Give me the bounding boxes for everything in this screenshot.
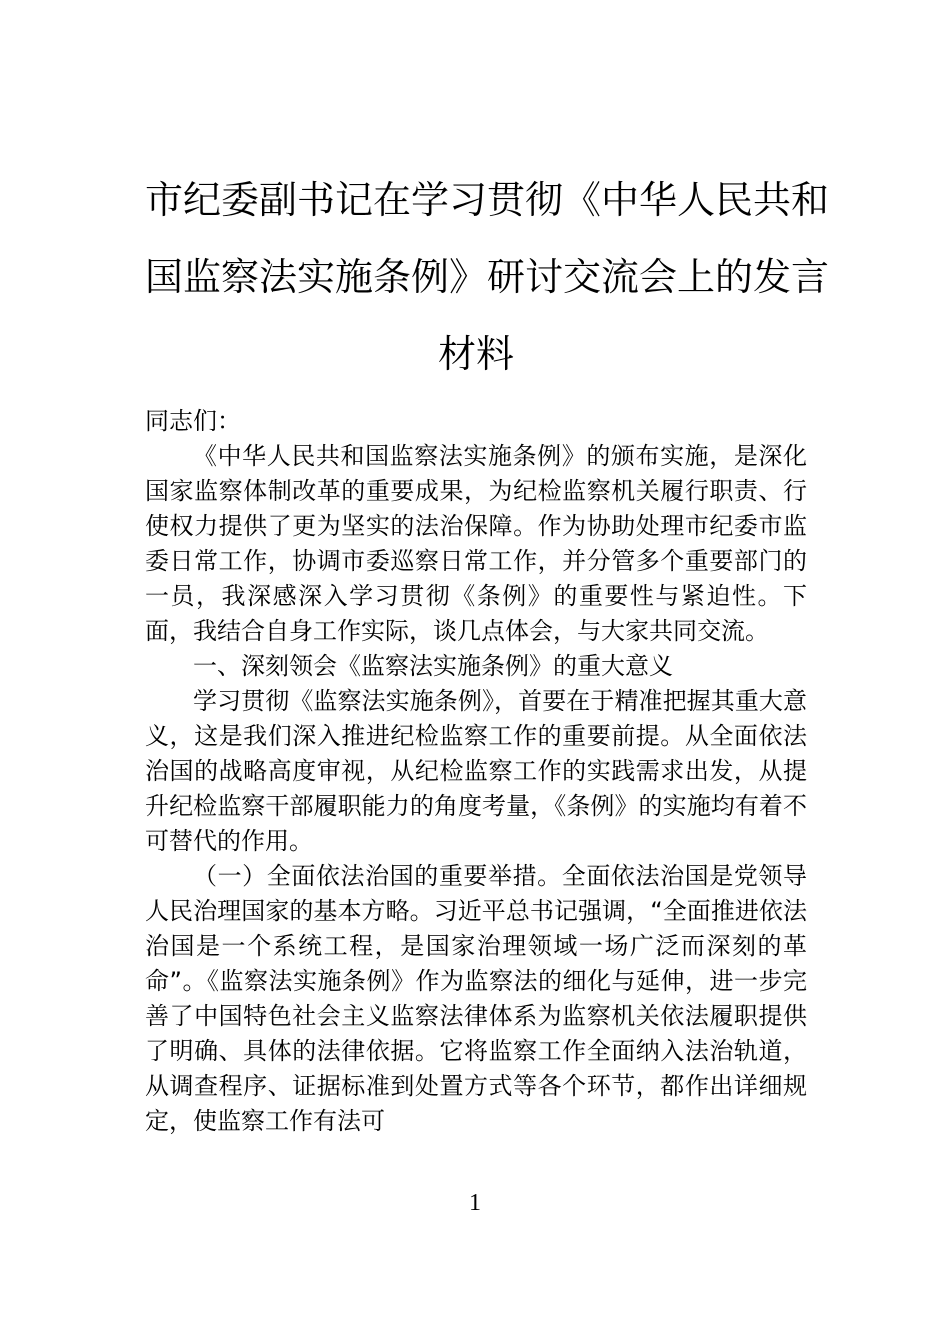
document-title (145, 162, 830, 393)
paragraph-significance: 学习贯彻《监察法实施条例》，首要在于精准把握其重大意义，这是我们深入推进纪检监察工作的重要前提。从全面依法治国的战略高度审视，从纪检监察工作的实践需求出发，从提升纪检监察干部履职能力的角度考量，《条例》的实施均有着不可替代的作用。 (145, 687, 807, 855)
paragraph-intro: 《中华人民共和国监察法实施条例》的颁布实施，是深化国家监察体制改革的重要成果，为纪检监察机关履行职责、行使权力提供了更为坚实的法治保障。作为协助处理市纪委市监委日常工作，协调市委巡察日常工作，并分管多个重要部门的一员，我深感深入学习贯彻《条例》的重要性与紧迫性。下面，我结合自身工作实际，谈几点体会，与大家共同交流。 (145, 442, 807, 645)
title-line-3: 材料 (437, 332, 514, 376)
document-body (145, 404, 807, 1139)
section-heading-1: 一、深刻领会《监察法实施条例》的重大意义 (193, 652, 673, 680)
page-number: 1 (469, 1190, 481, 1216)
title-line-1: 市纪委副书记在学习贯彻《中华人民共和 (145, 178, 830, 222)
salutation: 同志们： (145, 407, 241, 435)
paragraph-rule-of-law: （一）全面依法治国的重要举措。全面依法治国是党领导人民治理国家的基本方略。习近平总书记强调，“全面推进依法治国是一个系统工程，是国家治理领域一场广泛而深刻的革命”。《监察法实施条例》作为监察法的细化与延伸，进一步完善了中国特色社会主义监察法律体系为监察机关依法履职提供了明确、具体的法律依据。它将监察工作全面纳入法治轨道，从调查程序、证据标准到处置方式等各个环节，都作出详细规定，使监察工作有法可 (145, 862, 807, 1135)
title-line-2: 国监察法实施条例》研讨交流会上的发言 (145, 255, 830, 299)
